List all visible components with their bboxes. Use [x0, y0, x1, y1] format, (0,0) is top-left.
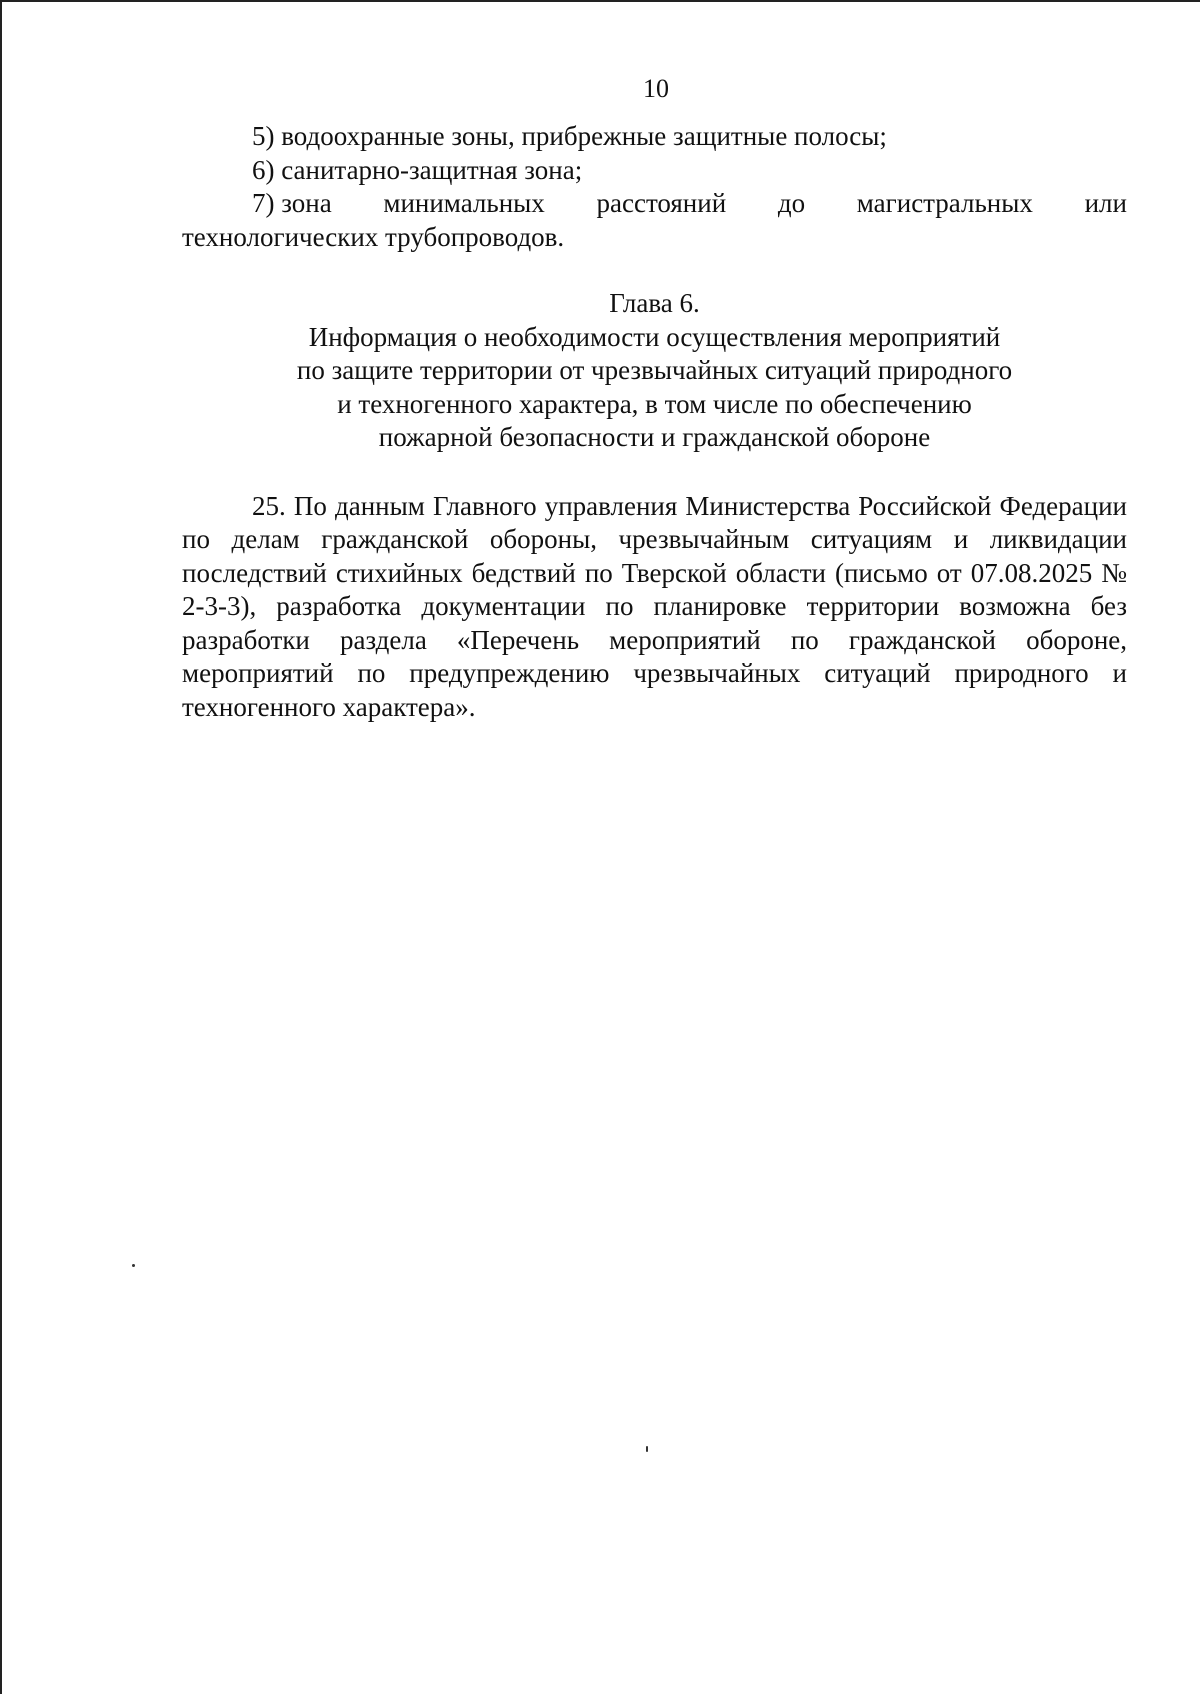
list-item-7-first-line [182, 187, 1127, 221]
list-item-7-word: минимальных [383, 188, 545, 218]
list-item-7-word: расстояний [596, 188, 727, 218]
scan-speck [646, 1446, 648, 1452]
document-body [182, 120, 1127, 751]
list-item-7-word: до [777, 188, 806, 218]
chapter-title-line: Информация о необходимости осуществления мероприятий [308, 321, 1001, 352]
list-item-6: 6) санитарно-защитная зона; [252, 154, 583, 185]
list-item-7-word: или [1084, 188, 1127, 218]
scan-speck [132, 1264, 135, 1267]
paragraph-25: 25. По данным Главного управления Министерства Российской Федерации по делам гражданской обороны, чрезвычайным ситуациям и ликвидации последствий стихийных бедствий по Тверской области (письмо от 07.08.2025 № 2-3-3), разработка документации по планировке территории возможна без разработки раздела «Перечень мероприятий по гражданской обороне, мероприятий по предупреждению чрезвычайных ситуаций природного и техногенного характера». [182, 490, 1127, 722]
chapter-number: Глава 6. [609, 288, 700, 318]
list-item-7-word: 7) зона [252, 188, 332, 218]
chapter-heading [182, 287, 1127, 455]
page-number: 10 [643, 74, 669, 103]
list-item-5: 5) водоохранные зоны, прибрежные защитные полосы; [252, 121, 887, 151]
chapter-title-line: и техногенного характера, в том числе по обеспечению [337, 388, 972, 419]
chapter-title-line: по защите территории от чрезвычайных ситуаций природного [296, 355, 1013, 385]
list-item-7-word: магистральных [856, 188, 1033, 218]
list-item-7-continuation: технологических трубопроводов. [182, 221, 565, 252]
chapter-title-line: пожарной безопасности и гражданской обороне [378, 422, 931, 452]
